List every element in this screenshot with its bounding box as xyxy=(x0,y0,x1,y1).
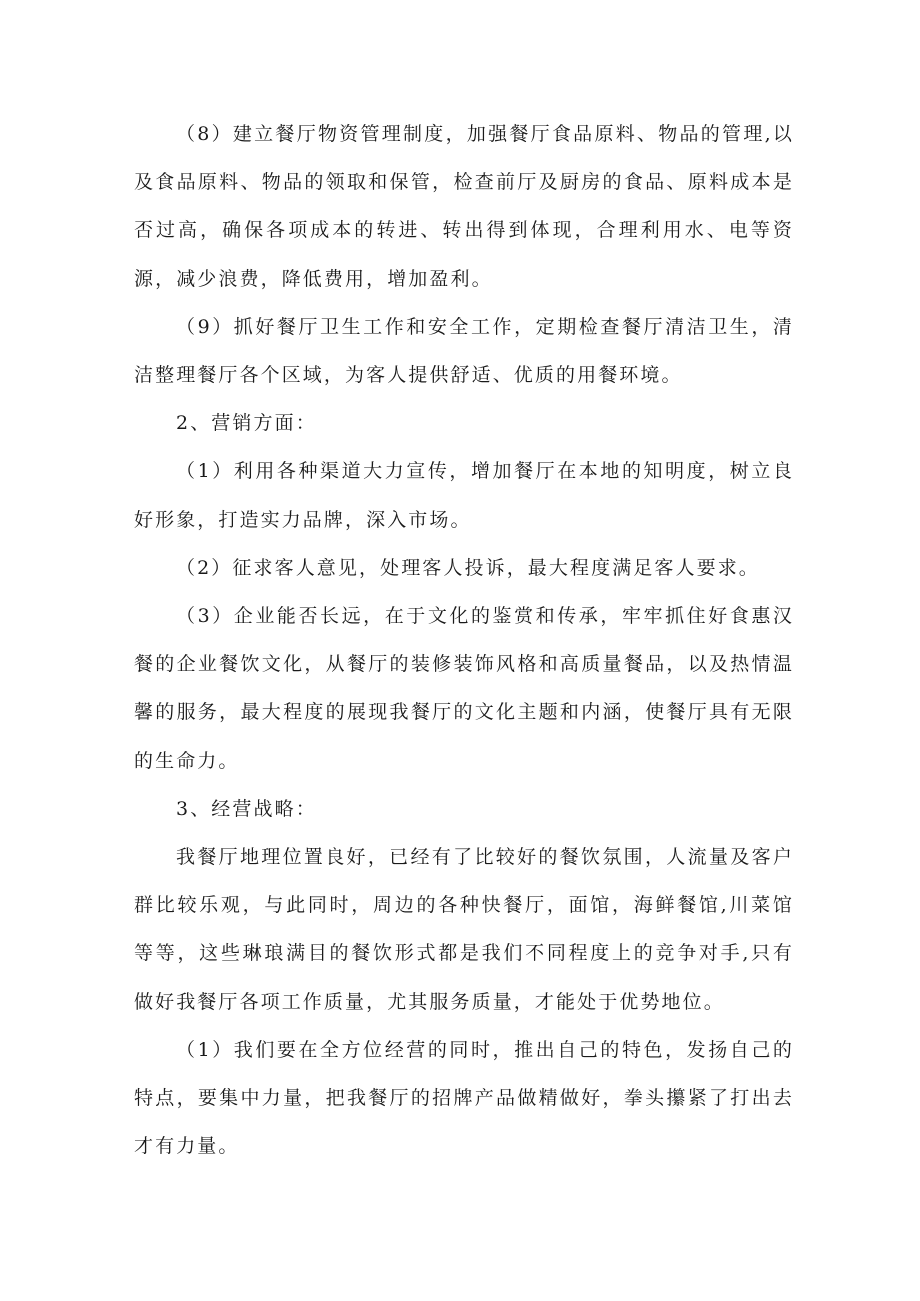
paragraph-item-9: （9）抓好餐厅卫生工作和安全工作，定期检查餐厅清洁卫生，清洁整理餐厅各个区域，为客人提供舒适、优质的用餐环境。 xyxy=(134,315,794,387)
section-heading-strategy: 3、经营战略： xyxy=(176,797,317,820)
paragraph-strategy-1: （1）我们要在全方位经营的同时，推出自己的特色，发扬自己的特点，要集中力量，把我餐厅的招牌产品做精做好，拳头攥紧了打出去才有力量。 xyxy=(134,1038,794,1158)
paragraph-marketing-3: （3）企业能否长远，在于文化的鉴赏和传承，牢牢抓住好食惠汉餐的企业餐饮文化，从餐厅的装修装饰风格和高质量餐品，以及热情温馨的服务，最大程度的展现我餐厅的文化主题和内涵，使餐厅具有无限的生命力。 xyxy=(134,605,794,772)
section-heading-marketing: 2、营销方面： xyxy=(176,412,317,435)
document-body xyxy=(134,110,794,1170)
paragraph-marketing-2: （2）征求客人意见，处理客人投诉，最大程度满足客人要求。 xyxy=(176,556,760,579)
paragraph-marketing-1: （1）利用各种渠道大力宣传，增加餐厅在本地的知明度，树立良好形象，打造实力品牌，深入市场。 xyxy=(134,460,794,531)
paragraph-strategy-intro: 我餐厅地理位置良好，已经有了比较好的餐饮氛围，人流量及客户群比较乐观，与此同时，周边的各种快餐厅，面馆，海鲜餐馆,川菜馆等等，这些琳琅满目的餐饮形式都是我们不同程度上的竞争对手,只有做好我餐厅各项工作质量，尤其服务质量，才能处于优势地位。 xyxy=(134,846,794,1013)
paragraph-item-8: （8）建立餐厅物资管理制度，加强餐厅食品原料、物品的管理,以及食品原料、物品的领取和保管，检查前厅及厨房的食品、原料成本是否过高，确保各项成本的转进、转出得到体现，合理利用水、电等资源，减少浪费，降低费用，增加盈利。 xyxy=(134,123,794,290)
